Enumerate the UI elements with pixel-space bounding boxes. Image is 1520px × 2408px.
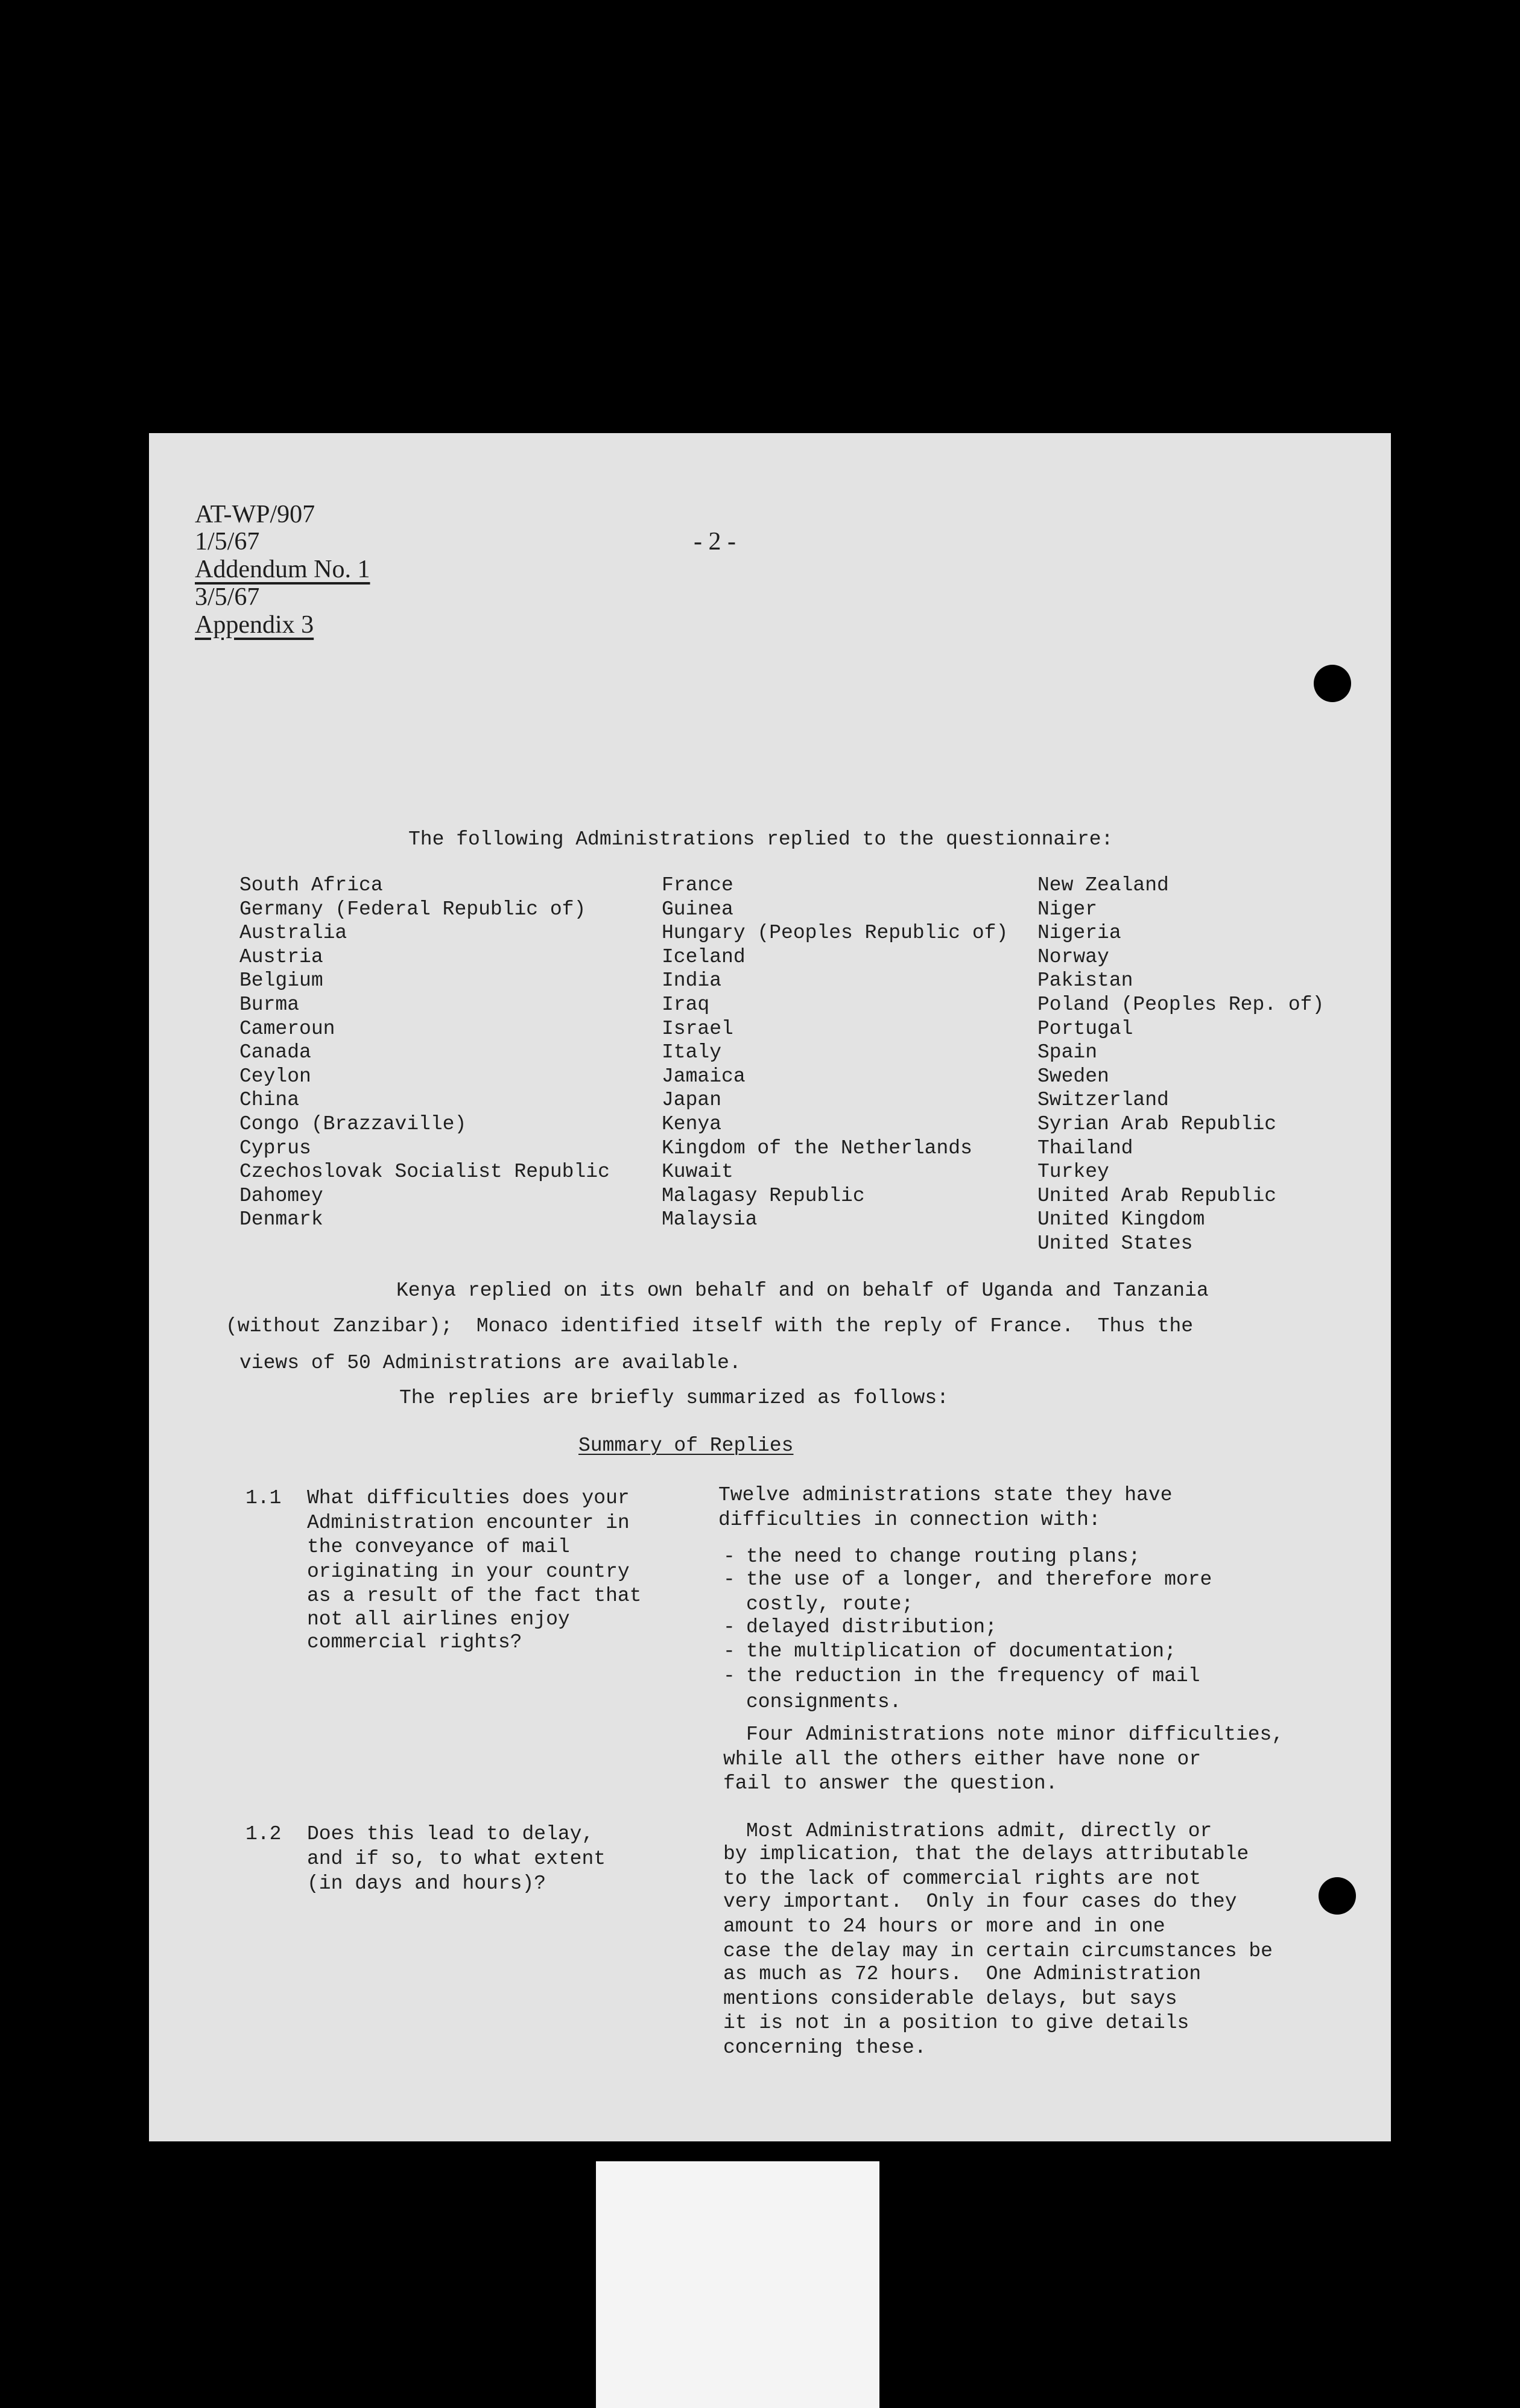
answer-line: as much as 72 hours. One Administration <box>723 1963 1202 1985</box>
addendum-date: 3/5/67 <box>195 583 260 611</box>
country: Malagasy Republic <box>662 1184 865 1207</box>
country: France <box>662 874 733 896</box>
bullet-dash: - <box>723 1568 735 1591</box>
country: Guinea <box>662 898 733 920</box>
country: Kuwait <box>662 1161 733 1183</box>
country: Denmark <box>239 1208 323 1231</box>
question-line: as a result of the fact that <box>307 1585 642 1607</box>
country: Iceland <box>662 945 746 968</box>
answer-line: fail to answer the question. <box>723 1772 1058 1795</box>
answer-line: case the delay may in certain circumstances be <box>723 1940 1273 1962</box>
answer-line: by implication, that the delays attributable <box>723 1843 1249 1865</box>
country: Australia <box>239 922 347 945</box>
country: Czechoslovak Socialist Republic <box>239 1161 610 1183</box>
country: Hungary (Peoples Republic of) <box>662 922 1009 945</box>
country: Burma <box>239 993 300 1016</box>
country: Kingdom of the Netherlands <box>662 1136 972 1159</box>
intro-text: The following Administrations replied to the questionnaire: <box>408 828 1113 851</box>
question-number: 1.2 <box>245 1823 282 1845</box>
country: Portugal <box>1037 1017 1133 1040</box>
country: Spain <box>1037 1041 1098 1064</box>
question-line: the conveyance of mail <box>307 1536 570 1558</box>
country: Kenya <box>662 1112 722 1135</box>
bullet-item: costly, route; <box>746 1593 914 1615</box>
answer-line: concerning these. <box>723 2036 926 2059</box>
kenya-paragraph-line: Kenya replied on its own behalf and on behalf of Uganda and Tanzania <box>396 1279 1209 1302</box>
country: United States <box>1037 1232 1193 1255</box>
country: Syrian Arab Republic <box>1037 1112 1277 1135</box>
answer-line: it is not in a position to give details <box>723 2012 1189 2034</box>
answer-line: mentions considerable delays, but says <box>723 1988 1177 2010</box>
country: Belgium <box>239 969 323 992</box>
country: Japan <box>662 1089 722 1112</box>
question-line: commercial rights? <box>307 1631 522 1653</box>
answer-line: Twelve administrations state they have <box>718 1484 1173 1506</box>
country: New Zealand <box>1037 874 1169 896</box>
country: India <box>662 969 722 992</box>
bullet-item: consignments. <box>746 1691 902 1713</box>
question-line: Administration encounter in <box>307 1512 630 1534</box>
page-number: - 2 - <box>694 528 736 556</box>
summary-title: Summary of Replies <box>578 1434 794 1457</box>
answer-line: to the lack of commercial rights are not <box>723 1868 1202 1890</box>
answer-line: while all the others either have none or <box>723 1748 1202 1770</box>
country: United Kingdom <box>1037 1208 1205 1231</box>
replies-intro: The replies are briefly summarized as follows: <box>399 1387 949 1409</box>
country: Ceylon <box>239 1065 311 1088</box>
bullet-dash: - <box>723 1665 735 1687</box>
bullet-dash: - <box>723 1616 735 1638</box>
bullet-item: the use of a longer, and therefore more <box>746 1568 1212 1591</box>
question-number: 1.1 <box>245 1487 282 1509</box>
country: China <box>239 1089 300 1112</box>
kenya-paragraph-line: (without Zanzibar); Monaco identified itself with the reply of France. Thus the <box>226 1315 1194 1337</box>
answer-line: amount to 24 hours or more and in one <box>723 1915 1165 1937</box>
answer-line: difficulties in connection with: <box>718 1509 1101 1531</box>
countries-column-1 <box>239 873 610 1232</box>
country: Turkey <box>1037 1161 1109 1183</box>
answer-line: very important. Only in four cases do they <box>723 1890 1237 1913</box>
country: Iraq <box>662 993 710 1016</box>
country: Israel <box>662 1017 733 1040</box>
question-line: (in days and hours)? <box>307 1872 546 1895</box>
answer-line: Most Administrations admit, directly or <box>746 1820 1212 1842</box>
question-line: and if so, to what extent <box>307 1848 606 1870</box>
country: Niger <box>1037 898 1098 920</box>
country: Italy <box>662 1041 722 1064</box>
bullet-dash: - <box>723 1545 735 1568</box>
question-line: not all airlines enjoy <box>307 1608 570 1630</box>
bullet-item: the need to change routing plans; <box>746 1545 1141 1568</box>
addendum-label: Addendum No. 1 <box>195 556 370 583</box>
country: Congo (Brazzaville) <box>239 1112 467 1135</box>
country: Dahomey <box>239 1184 323 1207</box>
country: Malaysia <box>662 1208 758 1231</box>
country: Cameroun <box>239 1017 335 1040</box>
question-line: Does this lead to delay, <box>307 1823 594 1845</box>
country: Switzerland <box>1037 1089 1169 1112</box>
bullet-item: delayed distribution; <box>746 1616 997 1638</box>
kenya-paragraph-line: views of 50 Administrations are available. <box>239 1352 741 1374</box>
country: South Africa <box>239 874 383 896</box>
bullet-item: the reduction in the frequency of mail <box>746 1665 1200 1687</box>
country: Thailand <box>1037 1136 1133 1159</box>
country: Nigeria <box>1037 922 1121 945</box>
question-line: originating in your country <box>307 1560 630 1583</box>
country: Germany (Federal Republic of) <box>239 898 586 920</box>
blank-card <box>596 2161 879 2408</box>
bullet-dash: - <box>723 1640 735 1662</box>
punch-hole <box>1314 665 1351 702</box>
country: Pakistan <box>1037 969 1133 992</box>
country: Norway <box>1037 945 1109 968</box>
bullet-item: the multiplication of documentation; <box>746 1640 1176 1662</box>
countries-column-3 <box>1037 873 1324 1256</box>
country: Sweden <box>1037 1065 1109 1088</box>
punch-hole <box>1319 1877 1356 1915</box>
country: Canada <box>239 1041 311 1064</box>
countries-column-2 <box>662 873 1008 1232</box>
appendix-label: Appendix 3 <box>195 611 314 639</box>
country: Cyprus <box>239 1136 311 1159</box>
answer-line: Four Administrations note minor difficulties, <box>746 1723 1284 1746</box>
doc-ref: AT-WP/907 <box>195 501 315 528</box>
doc-date: 1/5/67 <box>195 528 260 556</box>
country: Jamaica <box>662 1065 746 1088</box>
country: Austria <box>239 945 323 968</box>
country: United Arab Republic <box>1037 1184 1277 1207</box>
country: Poland (Peoples Rep. of) <box>1037 993 1325 1016</box>
question-line: What difficulties does your <box>307 1487 630 1509</box>
